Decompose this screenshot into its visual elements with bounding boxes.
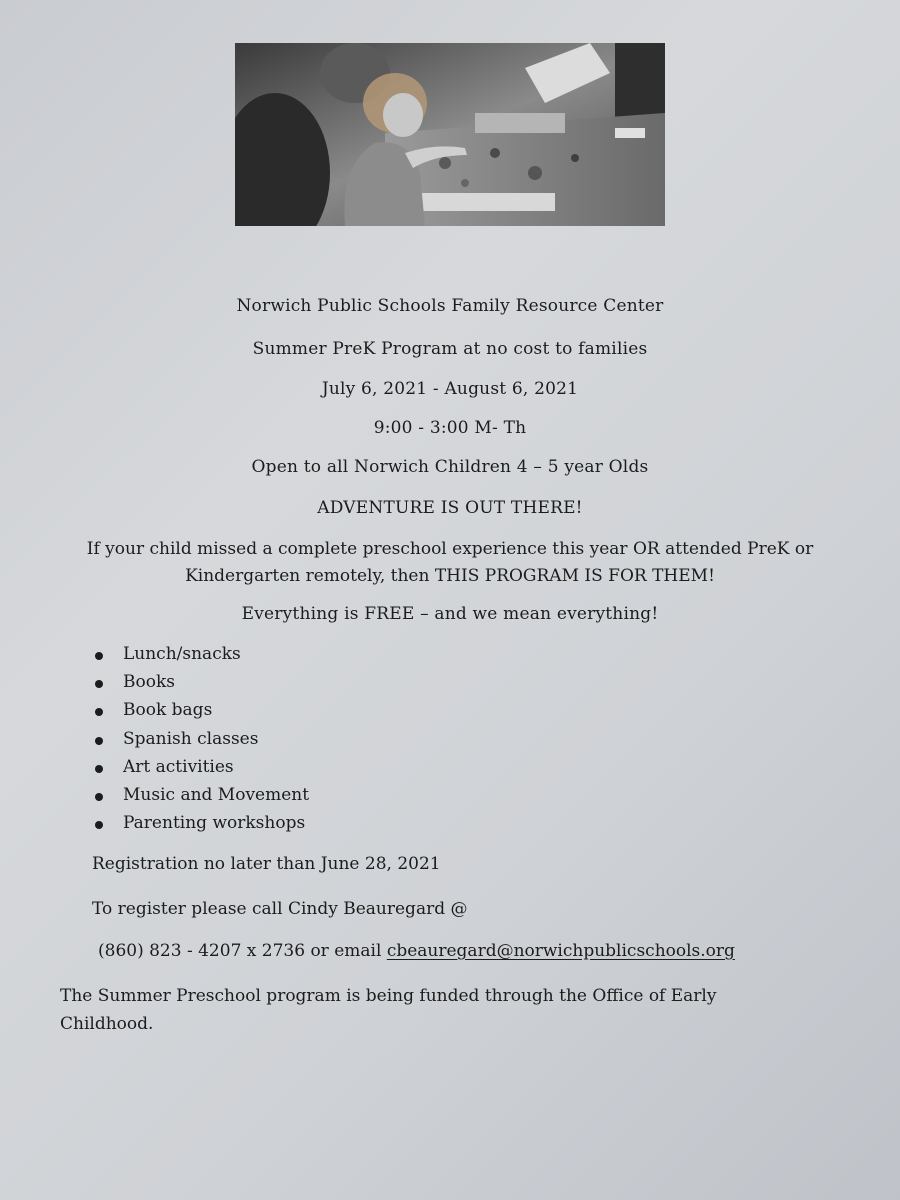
list-item <box>92 644 309 672</box>
list-item <box>92 700 309 728</box>
list-item <box>92 729 309 757</box>
list-item-label: Book bags <box>123 700 213 721</box>
list-item <box>92 757 309 785</box>
list-item-label: Art activities <box>123 756 234 777</box>
bullet-icon <box>95 737 103 745</box>
list-item-label: Parenting workshops <box>123 813 306 834</box>
program-dates: July 6, 2021 - August 6, 2021 <box>321 379 579 399</box>
phone-text: (860) 823 - 4207 x 2736 or email <box>98 941 387 961</box>
benefits-list <box>92 644 309 841</box>
program-hours: 9:00 - 3:00 M- Th <box>373 418 527 438</box>
email-link[interactable]: cbeauregard@norwichpublicschools.org <box>386 941 735 961</box>
bullet-icon <box>95 793 103 801</box>
bullet-icon <box>95 680 103 688</box>
free-line: Everything is FREE – and we mean everything! <box>241 604 659 624</box>
eligibility-line: Open to all Norwich Children 4 – 5 year Olds <box>251 457 649 477</box>
program-description: If your child missed a complete preschool experience this year OR attended PreK or Kindergarten remotely, then THIS PROGRAM IS FOR THEM! <box>86 539 814 586</box>
funding-note: The Summer Preschool program is being funded through the Office of Early Childhood. <box>60 986 717 1034</box>
photo-illustration <box>235 43 665 226</box>
list-item <box>92 785 309 813</box>
tagline: ADVENTURE IS OUT THERE! <box>317 498 583 518</box>
child-painting-photo <box>235 43 665 226</box>
list-item <box>92 813 309 841</box>
registration-call: To register please call Cindy Beauregard @ <box>92 899 468 919</box>
bullet-icon <box>95 821 103 829</box>
list-item-label: Spanish classes <box>123 728 259 749</box>
bullet-icon <box>95 652 103 660</box>
list-item-label: Lunch/snacks <box>123 644 241 664</box>
program-subtitle: Summer PreK Program at no cost to families <box>252 339 648 359</box>
center-title: Norwich Public Schools Family Resource Center <box>236 296 664 316</box>
contact-line <box>98 941 735 961</box>
list-item-label: Music and Movement <box>123 784 310 805</box>
bullet-icon <box>95 708 103 716</box>
bullet-icon <box>95 765 103 773</box>
list-item-label: Books <box>123 672 175 693</box>
list-item <box>92 672 309 700</box>
registration-deadline: Registration no later than June 28, 2021 <box>92 854 441 874</box>
